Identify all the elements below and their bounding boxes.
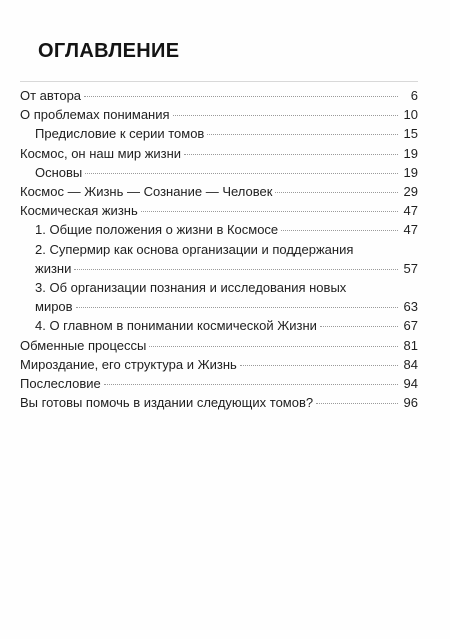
toc-subentry[interactable] (20, 278, 418, 316)
toc-entry-page: 57 (403, 260, 418, 276)
toc-subentry[interactable] (20, 220, 418, 239)
toc-entry-page: 19 (403, 145, 418, 161)
toc-entry-label: Космос, он наш мир жизни (20, 145, 182, 161)
toc-entry-label: Космическая жизнь (20, 203, 138, 219)
page-title: ОГЛАВЛЕНИЕ (38, 40, 180, 62)
toc-entry-page: 10 (403, 107, 418, 123)
toc-subentry[interactable] (20, 316, 418, 335)
toc-entry-label: Обменные процессы (20, 337, 147, 353)
toc-entry-page: 29 (403, 184, 418, 200)
toc-entry-page: 19 (403, 164, 418, 180)
toc-entry[interactable] (20, 374, 418, 393)
dot-leader (240, 365, 398, 366)
toc-entry-label: Космос — Жизнь — Сознание — Человек (20, 184, 273, 200)
dot-leader (173, 115, 398, 116)
toc-entry-label: 4. О главном в понимании космической Жизни (35, 318, 317, 334)
toc-entry[interactable] (20, 355, 418, 374)
toc-entry-page: 6 (410, 88, 418, 103)
toc-entry-label: Мироздание, его структура и Жизнь (20, 356, 237, 372)
toc-entry[interactable] (20, 182, 418, 201)
divider (20, 81, 418, 82)
toc-entry-label: Основы (35, 164, 83, 180)
toc-entry[interactable] (20, 201, 418, 220)
toc-entry-label-line2: жизни (35, 260, 72, 276)
toc-entry-page: 81 (403, 337, 418, 353)
dot-leader (84, 96, 398, 97)
toc-entry-label: Вы готовы помочь в издании следующих томов? (20, 395, 314, 411)
toc-entry-page: 15 (403, 126, 418, 142)
toc-entry[interactable] (20, 144, 418, 163)
toc-entry[interactable] (20, 393, 418, 412)
toc-entry-page: 47 (403, 203, 418, 219)
toc-entry-page: 67 (403, 318, 418, 334)
toc-subentry[interactable] (20, 240, 418, 278)
dot-leader (104, 384, 398, 385)
toc-entry-page: 96 (403, 395, 418, 411)
toc-entry-page: 63 (403, 299, 418, 315)
toc-entry-label-line1: 2. Супермир как основа организации и поддержания (35, 241, 354, 257)
toc-subentry[interactable] (20, 163, 418, 182)
toc-entry-label-line2: миров (35, 299, 73, 315)
toc-entry-label-line1: 3. Об организации познания и исследования новых (35, 280, 347, 296)
dot-leader (141, 211, 398, 212)
toc-entry[interactable] (20, 105, 418, 124)
dot-leader (281, 230, 398, 231)
dot-leader (320, 326, 398, 327)
dot-leader (316, 403, 398, 404)
dot-leader (85, 173, 398, 174)
dot-leader (76, 307, 398, 308)
dot-leader (275, 192, 398, 193)
dot-leader (207, 134, 398, 135)
toc-entry-label: От автора (20, 88, 82, 103)
toc-entry-page: 94 (403, 376, 418, 392)
toc-entry-page: 47 (403, 222, 418, 238)
toc-entry-label: О проблемах понимания (20, 107, 170, 123)
dot-leader (74, 269, 398, 270)
toc-entry[interactable] (20, 86, 418, 105)
toc-subentry[interactable] (20, 124, 418, 143)
toc-entry-label: Послесловие (20, 376, 101, 392)
toc-entry-label: Предисловие к серии томов (35, 126, 205, 142)
toc-entry[interactable] (20, 336, 418, 355)
table-of-contents (20, 86, 418, 412)
toc-entry-label: 1. Общие положения о жизни в Космосе (35, 222, 279, 238)
dot-leader (184, 154, 398, 155)
dot-leader (149, 346, 398, 347)
toc-entry-page: 84 (403, 356, 418, 372)
